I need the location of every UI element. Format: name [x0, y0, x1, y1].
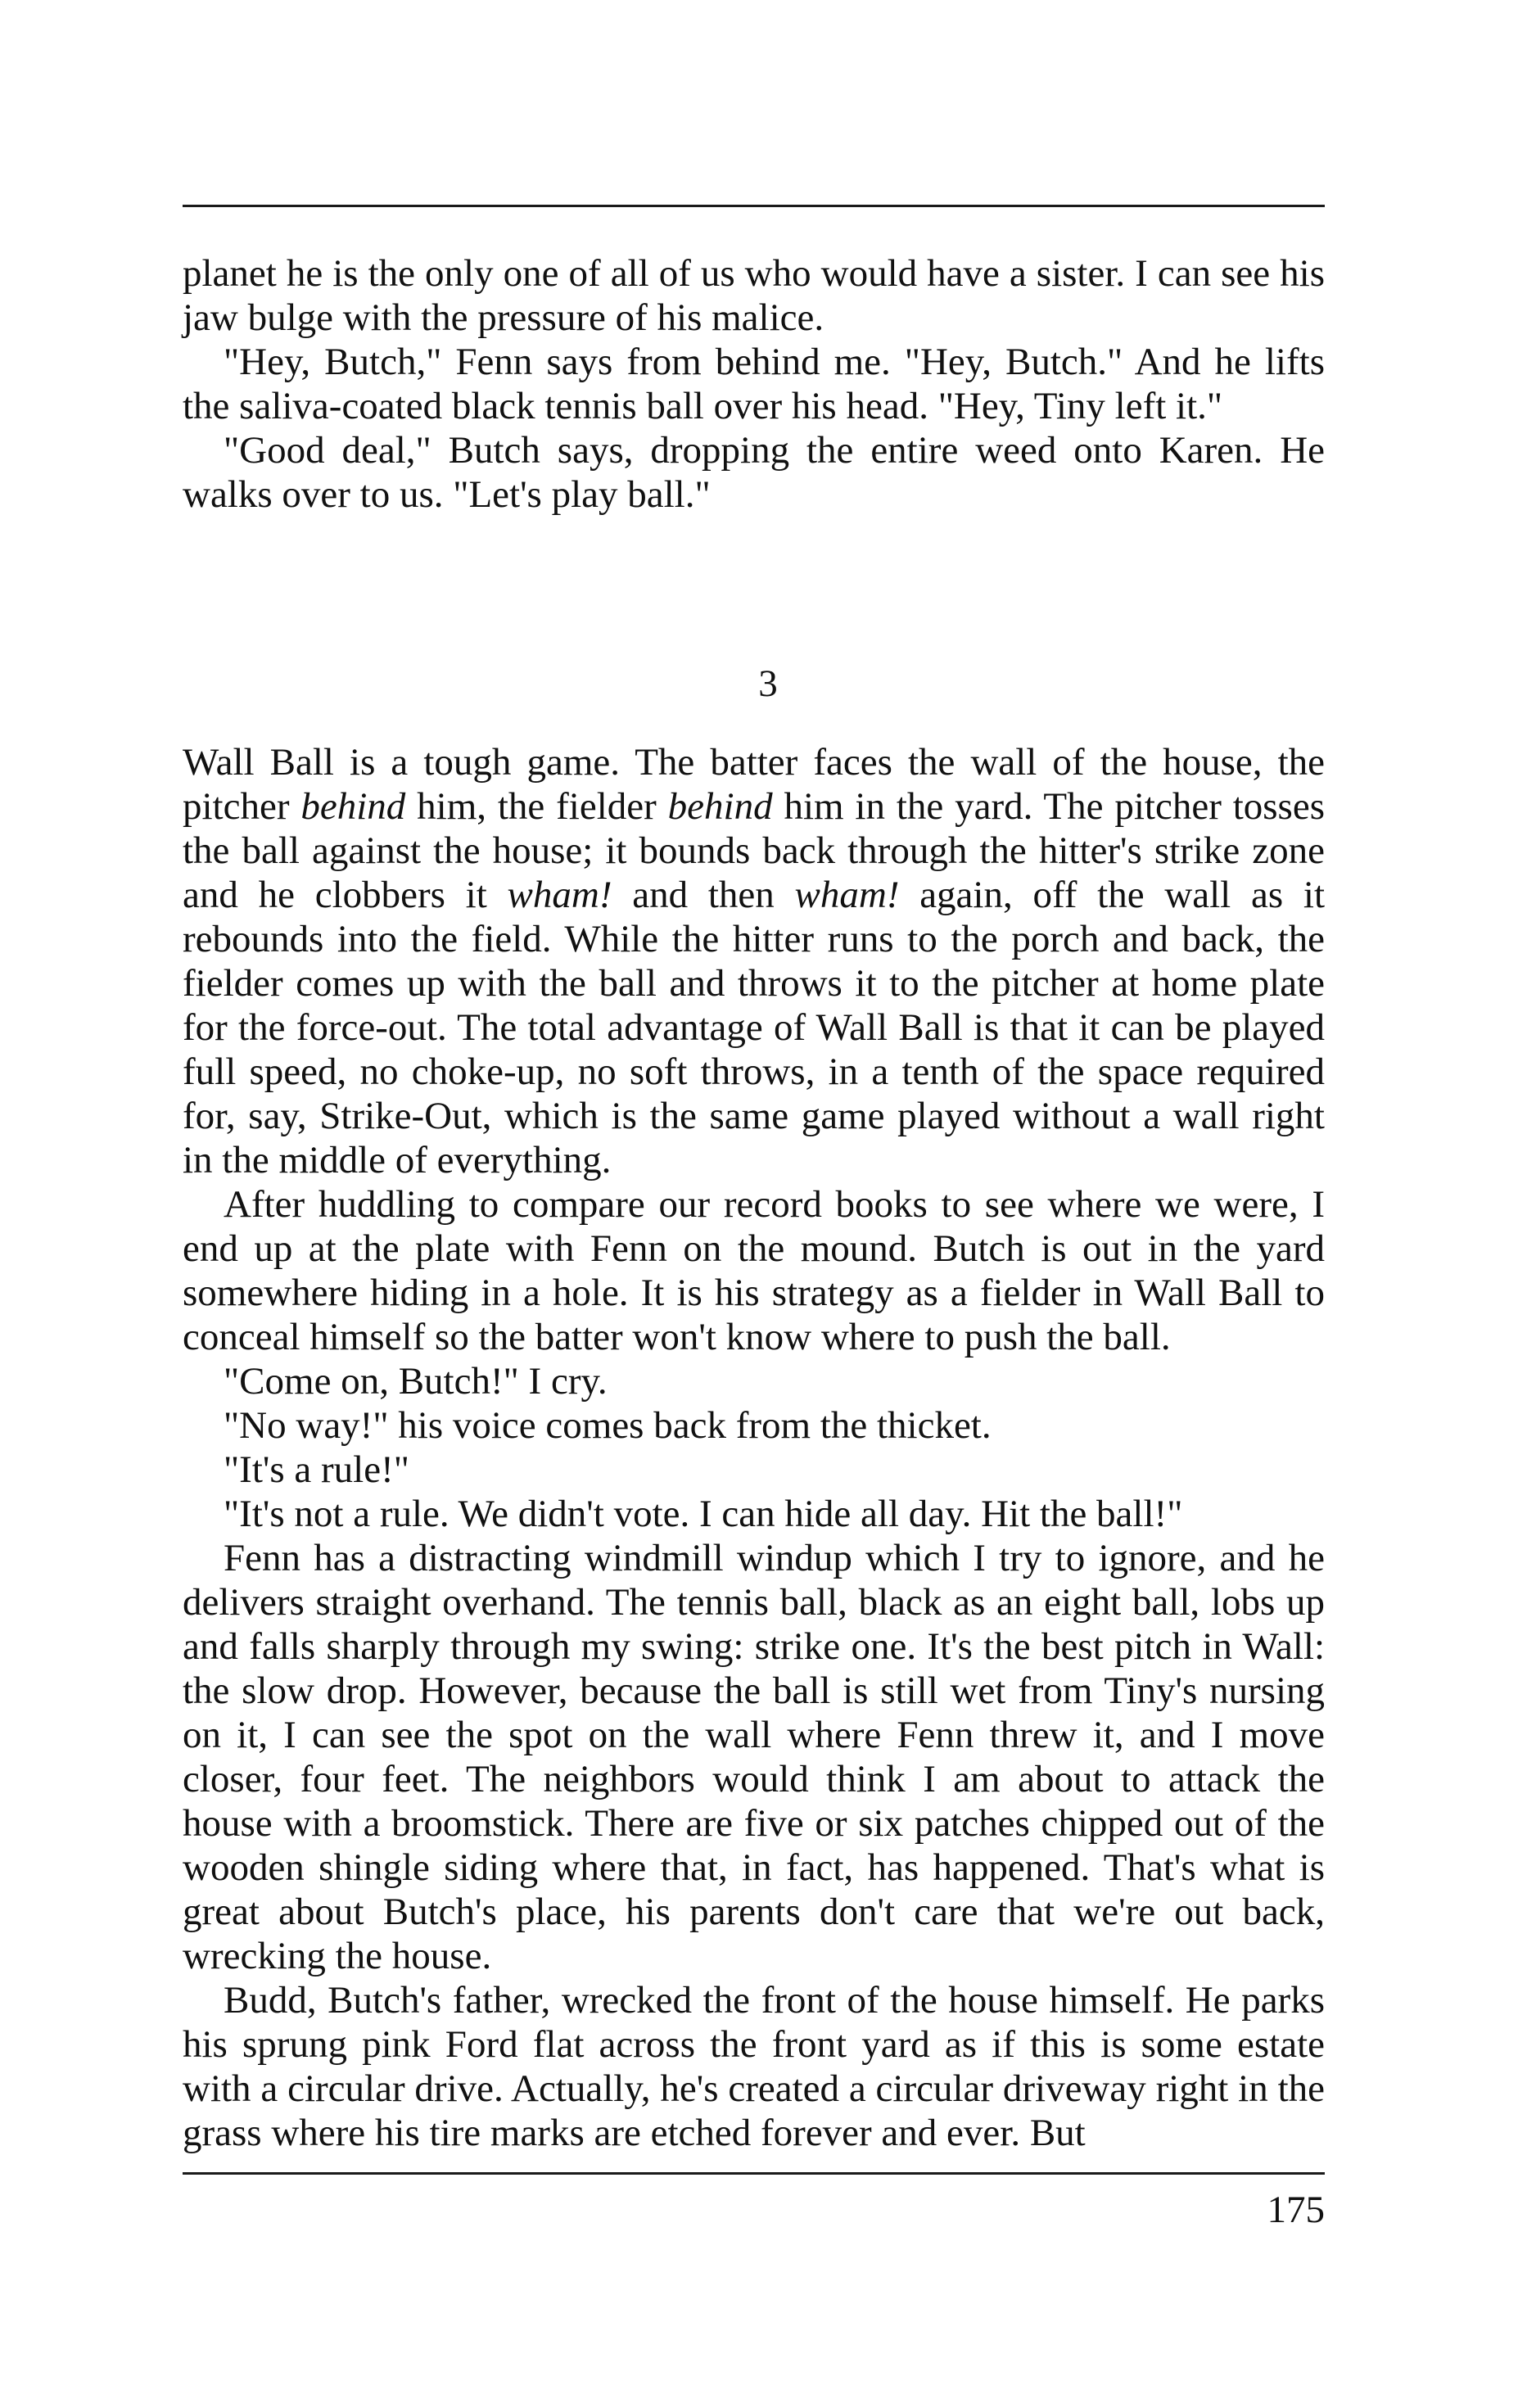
paragraph-4 [183, 740, 1325, 1182]
paragraph-4-emphasis-wham-1: wham! [507, 874, 612, 916]
paragraph-4-emphasis-wham-2: wham! [794, 874, 900, 916]
paragraph-4-text-g: and then [612, 874, 795, 916]
paragraph-11: Budd, Butch's father, wrecked the front of the house himself. He parks his sprung pink Ford flat across the front yard as if this is some estate with a circular drive. Actually, he's created a circular driveway right in the grass where his tire marks are etched forever and ever. But [183, 1979, 1325, 2154]
paragraph-4-text-a: Wall Ball is a tough game. The batter faces the wall of the house, the pitcher [183, 741, 1325, 828]
paragraph-4-emphasis-behind-2: behind [667, 785, 773, 828]
paragraph-4-emphasis-behind-1: behind [300, 785, 406, 828]
page-number: 175 [1267, 2189, 1325, 2231]
paragraph-5: After huddling to compare our record books to see where we were, I end up at the plate with Fenn on the mound. Butch is out in the yard somewhere hiding in a hole. It is his strategy as a fielder in Wall Ball to conceal himself so the batter won't know where to push the ball. [183, 1183, 1325, 1358]
paragraph-4-text-e: him in the yard. The pitcher tosses the ball against the house; it bounds back through the hitter's strike zone and he clobbers it [183, 785, 1325, 916]
paragraph-9: "It's not a rule. We didn't vote. I can hide all day. Hit the ball!" [224, 1493, 1183, 1535]
chapter-number: 3 [758, 662, 778, 705]
paragraph-6: "Come on, Butch!" I cry. [224, 1360, 608, 1403]
text-block-upper [183, 251, 1325, 517]
paragraph-4-text-c: him, the fielder [405, 785, 668, 828]
paragraph-10: Fenn has a distracting windmill windup which I try to ignore, and he delivers straight overhand. The tennis ball, black as an eight ball, lobs up and falls sharply through my swing: strike one. It's the best pitch in Wall: the slow drop. However, because the ball is still wet from Tiny's nursing on it, I can see the spot on the wall where Fenn threw it, and I move closer, four feet. The neighbors would think I am about to attack the house with a broomstick. There are five or six patches chipped out of the wooden shingle siding where that, in fact, has happened. That's what is great about Butch's place, his parents don't care that we're out back, wrecking the house. [183, 1537, 1325, 1977]
paragraph-4-text-i: again, off the wall as it rebounds into the field. While the hitter runs to the porch and back, the fielder comes up with the ball and throws it to the pitcher at home plate for the force-out. The total advantage of Wall Ball is that it can be played full speed, no choke-up, no soft throws, in a tenth of the space required for, say, Strike-Out, which is the same game played without a wall right in the middle of everything. [183, 874, 1325, 1181]
top-rule [183, 205, 1325, 207]
paragraph-3: "Good deal," Butch says, dropping the entire weed onto Karen. He walks over to us. "Let's play ball." [183, 429, 1325, 516]
paragraph-8: "It's a rule!" [224, 1448, 409, 1491]
paragraph-1: planet he is the only one of all of us who would have a sister. I can see his jaw bulge with the pressure of his malice. [183, 252, 1325, 339]
paragraph-2: "Hey, Butch," Fenn says from behind me. "Hey, Butch." And he lifts the saliva-coated black tennis ball over his head. "Hey, Tiny left it." [183, 341, 1325, 427]
bottom-rule [183, 2172, 1325, 2175]
text-block-lower [183, 740, 1325, 2155]
paragraph-7: "No way!" his voice comes back from the thicket. [224, 1404, 992, 1447]
